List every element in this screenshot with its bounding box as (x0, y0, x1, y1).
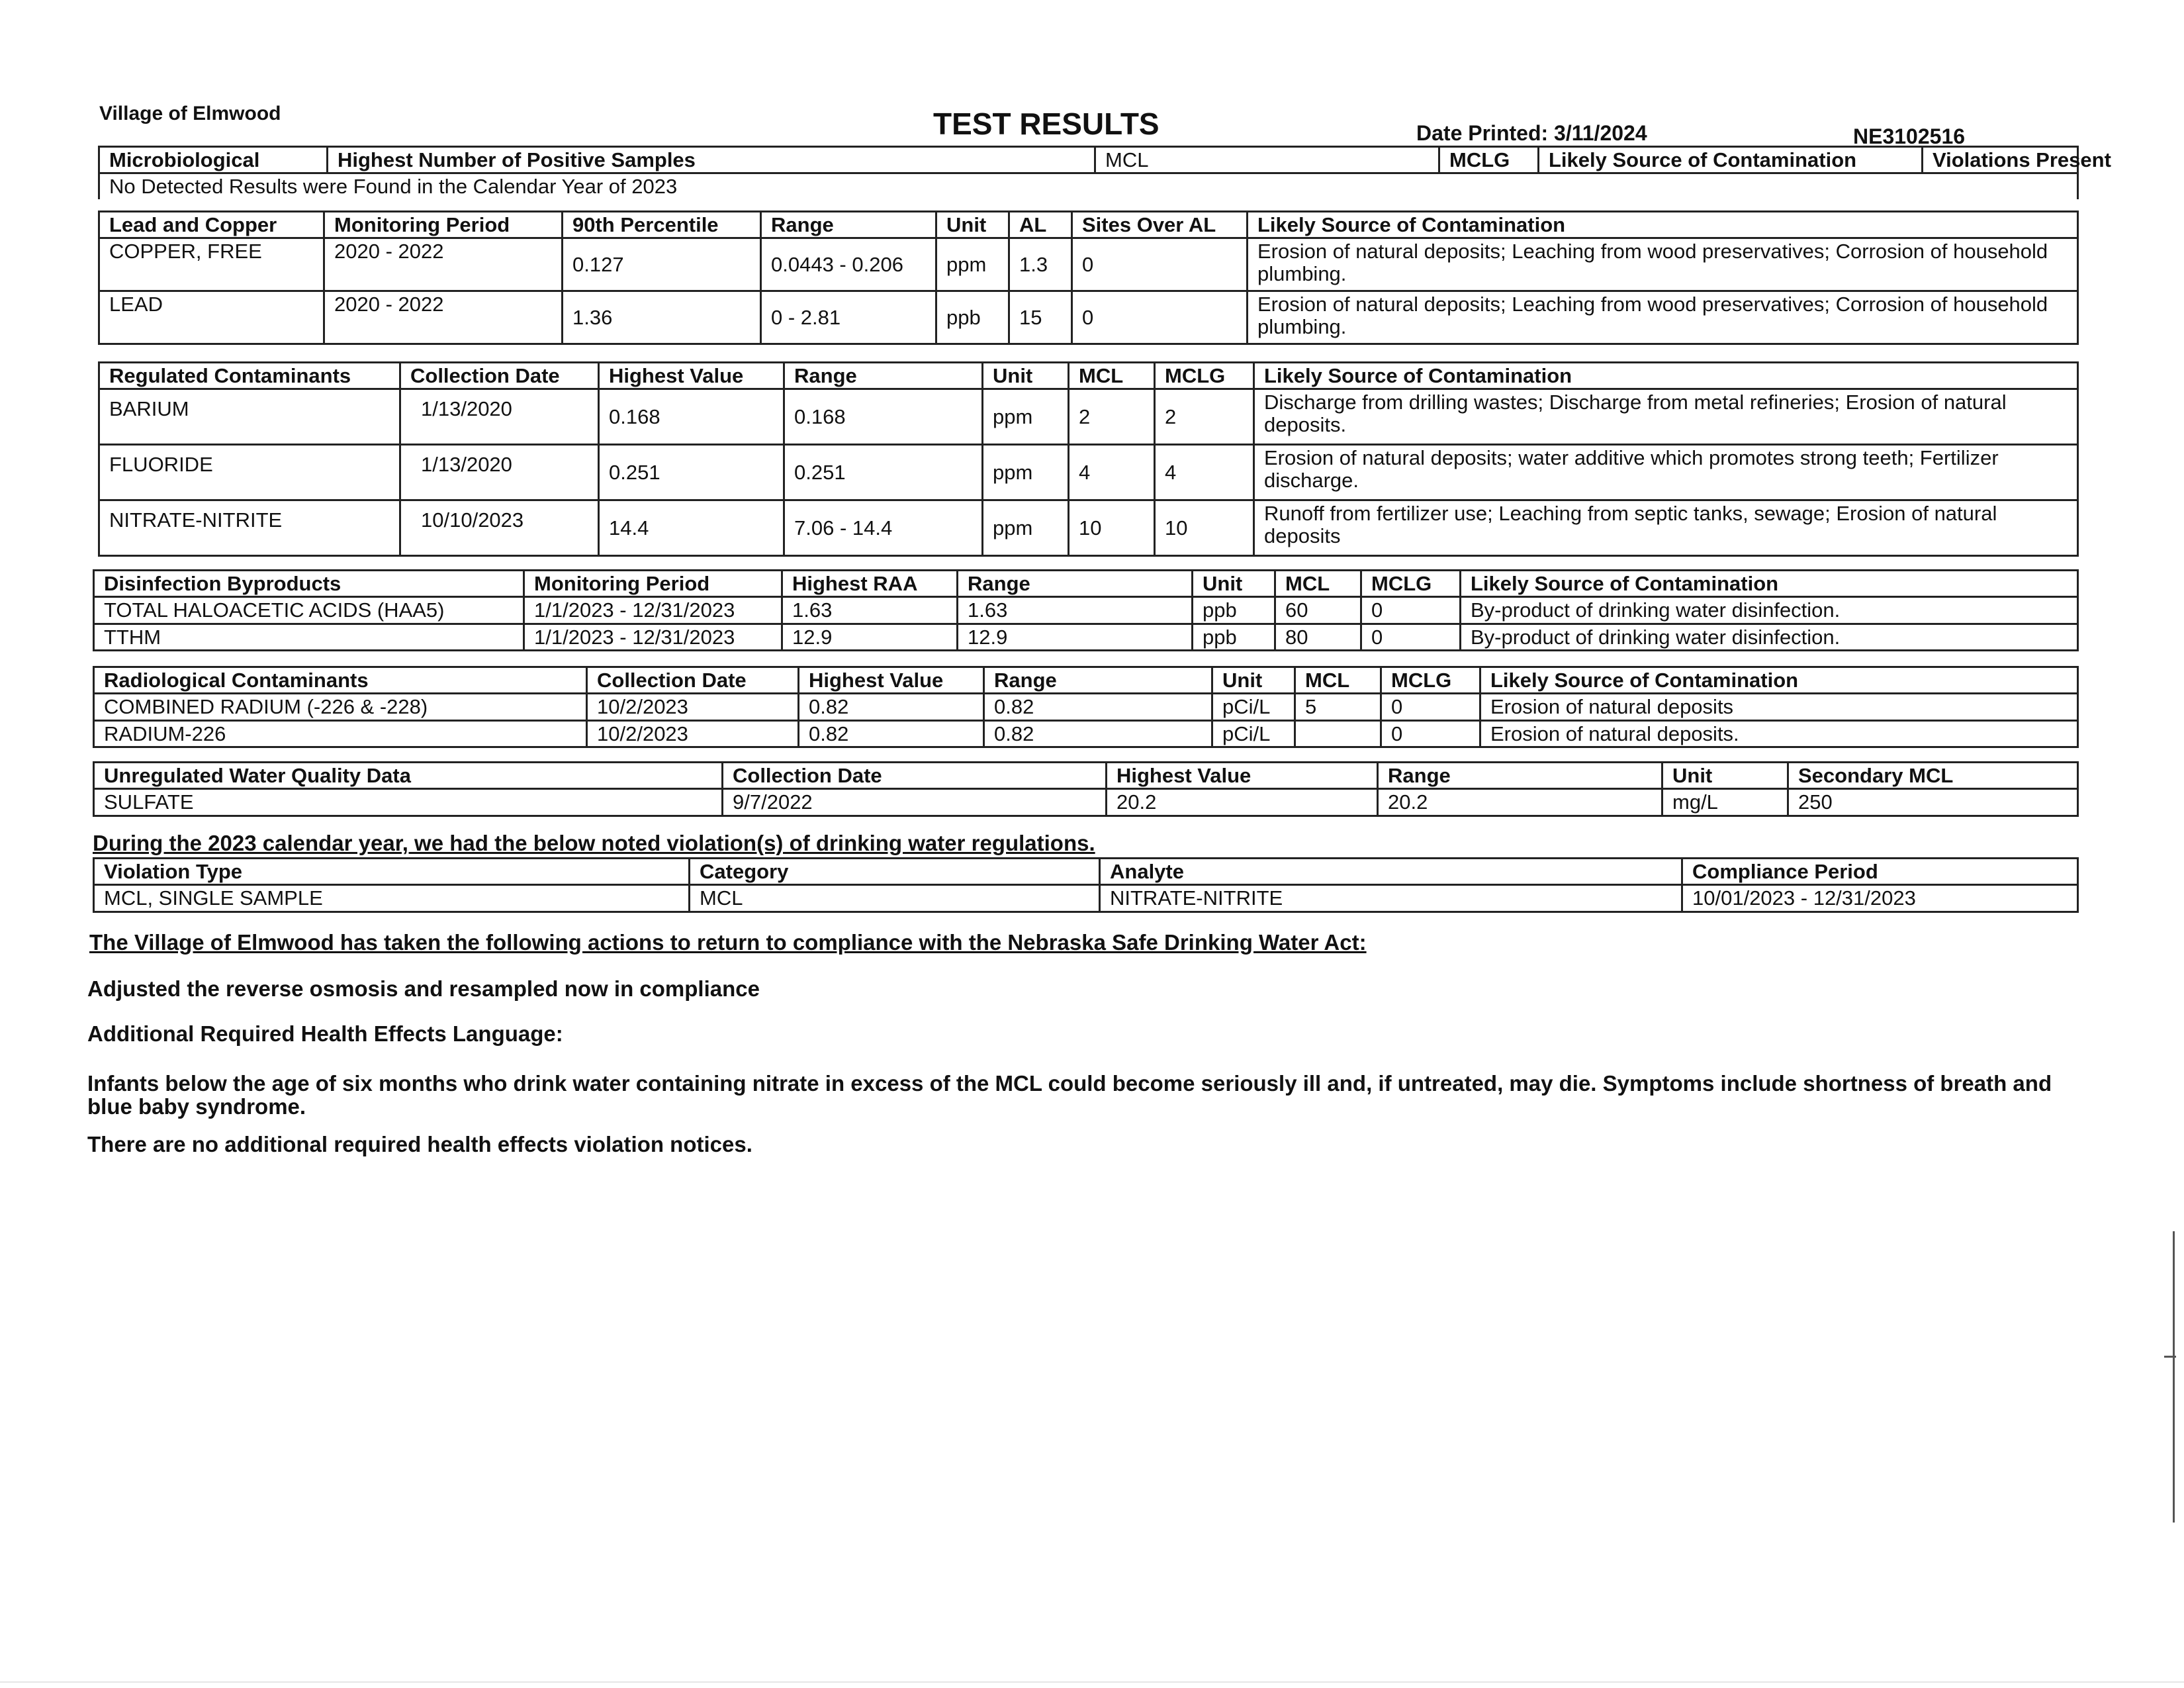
cell: Erosion of natural deposits (1480, 694, 2078, 720)
cell: ppm (983, 500, 1069, 556)
table-row (94, 885, 2078, 912)
column-header: Collection Date (400, 363, 599, 389)
column-header: Likely Source of Contamination (1480, 667, 2078, 694)
column-header: MCL (1095, 147, 1439, 173)
cell: By-product of drinking water disinfection. (1461, 624, 2078, 650)
cell: By-product of drinking water disinfection. (1461, 597, 2078, 624)
cell: 7.06 - 14.4 (784, 500, 983, 556)
table-row (94, 624, 2078, 650)
column-header: MCL (1295, 667, 1381, 694)
cell: 250 (1788, 789, 2078, 816)
column-header: Analyte (1100, 859, 1682, 885)
cell: 0.251 (784, 445, 983, 500)
microbiological-table (98, 146, 2111, 199)
cell: 10 (1069, 500, 1155, 556)
cell: 4 (1155, 445, 1254, 500)
cell: NITRATE-NITRITE (99, 500, 400, 556)
cell: 1.63 (782, 597, 958, 624)
table-header-row (94, 571, 2078, 597)
cell: 10/10/2023 (400, 500, 599, 556)
cell: 0.82 (984, 720, 1212, 747)
system-id: NE3102516 (1853, 124, 1966, 148)
column-header: MCL (1275, 571, 1361, 597)
cell: 0.168 (784, 389, 983, 445)
cell: 12.9 (782, 624, 958, 650)
cell: 4 (1069, 445, 1155, 500)
cell: SULFATE (94, 789, 723, 816)
cell: 14.4 (599, 500, 784, 556)
cell: 1/1/2023 - 12/31/2023 (524, 597, 782, 624)
scan-edge-tick (2164, 1356, 2176, 1358)
cell: 2 (1069, 389, 1155, 445)
cell: LEAD (99, 291, 324, 344)
no-detect-note: No Detected Results were Found in the Calendar Year of 2023 (99, 173, 2078, 199)
cell: 9/7/2022 (723, 789, 1107, 816)
cell: 0 (1072, 238, 1248, 291)
cell: Erosion of natural deposits; Leaching from wood preservatives; Corrosion of household plumbing. (1248, 291, 2078, 344)
column-header: Category (690, 859, 1100, 885)
cell: mg/L (1662, 789, 1788, 816)
cell: ppb (936, 291, 1009, 344)
cell: NITRATE-NITRITE (1100, 885, 1682, 912)
cell: Erosion of natural deposits; water additive which promotes strong teeth; Fertilizer discharge. (1254, 445, 2078, 500)
disinfection-byproducts-table (93, 569, 2079, 651)
column-header: AL (1009, 212, 1072, 238)
cell: 2 (1155, 389, 1254, 445)
column-header: Disinfection Byproducts (94, 571, 524, 597)
cell: 10/2/2023 (587, 694, 799, 720)
column-header: MCLG (1155, 363, 1254, 389)
column-header: MCLG (1361, 571, 1461, 597)
cell: 0.127 (563, 238, 761, 291)
cell: COMBINED RADIUM (-226 & -228) (94, 694, 587, 720)
cell: 0 (1381, 720, 1480, 747)
table-row (94, 694, 2078, 720)
table-header-row (99, 212, 2078, 238)
cell: 60 (1275, 597, 1361, 624)
column-header: Likely Source of Contamination (1539, 147, 1923, 173)
cell: 1.3 (1009, 238, 1072, 291)
date-printed: Date Printed: 3/11/2024 (1416, 121, 1647, 145)
column-header: Collection Date (723, 763, 1107, 789)
table-header-row (99, 363, 2078, 389)
cell: pCi/L (1212, 694, 1295, 720)
column-header: Secondary MCL (1788, 763, 2078, 789)
table-header-row (94, 667, 2078, 694)
cell: FLUORIDE (99, 445, 400, 500)
column-header: Sites Over AL (1072, 212, 1248, 238)
column-header: Compliance Period (1682, 859, 2078, 885)
column-header: Range (784, 363, 983, 389)
regulated-contaminants-table (98, 361, 2079, 557)
column-header: 90th Percentile (563, 212, 761, 238)
cell: ppb (1193, 597, 1275, 624)
column-header: Collection Date (587, 667, 799, 694)
column-header: Highest Value (1107, 763, 1378, 789)
column-header: Radiological Contaminants (94, 667, 587, 694)
column-header: Range (984, 667, 1212, 694)
cell: 0.0443 - 0.206 (761, 238, 936, 291)
cell: 10/2/2023 (587, 720, 799, 747)
cell: 1/13/2020 (400, 389, 599, 445)
cell: COPPER, FREE (99, 238, 324, 291)
lead-copper-table (98, 211, 2079, 345)
column-header: Likely Source of Contamination (1461, 571, 2078, 597)
column-header: Unit (983, 363, 1069, 389)
column-header: Unit (936, 212, 1009, 238)
cell: 0 (1072, 291, 1248, 344)
column-header: Highest Value (599, 363, 784, 389)
table-header-row (94, 859, 2078, 885)
table-header-row (99, 147, 2078, 173)
cell: Erosion of natural deposits; Leaching from wood preservatives; Corrosion of household plumbing. (1248, 238, 2078, 291)
column-header: Regulated Contaminants (99, 363, 400, 389)
cell: ppm (936, 238, 1009, 291)
column-header: Monitoring Period (524, 571, 782, 597)
page-title: TEST RESULTS (933, 107, 1160, 141)
column-header: Unit (1212, 667, 1295, 694)
cell: 0 - 2.81 (761, 291, 936, 344)
column-header: Likely Source of Contamination (1254, 363, 2078, 389)
column-header: Highest RAA (782, 571, 958, 597)
system-name: Village of Elmwood (99, 103, 281, 124)
cell: 20.2 (1107, 789, 1378, 816)
violation-intro: During the 2023 calendar year, we had the below noted violation(s) of drinking water regulations. (93, 831, 1095, 855)
cell: Discharge from drilling wastes; Discharge from metal refineries; Erosion of natural deposits. (1254, 389, 2078, 445)
cell: 1.63 (958, 597, 1193, 624)
cell: 0.251 (599, 445, 784, 500)
compliance-action-text: Adjusted the reverse osmosis and resampled now in compliance (87, 976, 760, 1001)
cell: 0 (1361, 597, 1461, 624)
table-row (99, 389, 2078, 445)
column-header: Monitoring Period (324, 212, 563, 238)
cell: 2020 - 2022 (324, 291, 563, 344)
cell: 15 (1009, 291, 1072, 344)
cell: 0 (1361, 624, 1461, 650)
table-row (94, 720, 2078, 747)
column-header: MCLG (1381, 667, 1480, 694)
violations-table (93, 857, 2079, 913)
cell: MCL, SINGLE SAMPLE (94, 885, 690, 912)
cell: 12.9 (958, 624, 1193, 650)
column-header: Range (1378, 763, 1662, 789)
column-header: Lead and Copper (99, 212, 324, 238)
cell: 80 (1275, 624, 1361, 650)
cell: TTHM (94, 624, 524, 650)
unregulated-data-table (93, 761, 2079, 817)
health-effects-text: Infants below the age of six months who drink water containing nitrate in excess of the MCL could become seriously ill and, if untreated, may die. Symptoms include shortness of breath and blue baby syndrome. (87, 1071, 2052, 1119)
table-row (99, 173, 2078, 199)
column-header: Likely Source of Contamination (1248, 212, 2078, 238)
cell: 2020 - 2022 (324, 238, 563, 291)
cell: 0.82 (799, 694, 984, 720)
column-header: MCL (1069, 363, 1155, 389)
compliance-actions-heading: The Village of Elmwood has taken the following actions to return to compliance with the Nebraska Safe Drinking Water Act: (89, 930, 1367, 955)
closing-notice: There are no additional required health effects violation notices. (87, 1132, 752, 1156)
radiological-contaminants-table (93, 666, 2079, 748)
cell: pCi/L (1212, 720, 1295, 747)
cell: BARIUM (99, 389, 400, 445)
column-header: Microbiological (99, 147, 328, 173)
cell: 20.2 (1378, 789, 1662, 816)
cell: 10/01/2023 - 12/31/2023 (1682, 885, 2078, 912)
cell: ppm (983, 445, 1069, 500)
cell: 1/1/2023 - 12/31/2023 (524, 624, 782, 650)
cell: 5 (1295, 694, 1381, 720)
column-header: Highest Value (799, 667, 984, 694)
cell: MCL (690, 885, 1100, 912)
column-header: Range (958, 571, 1193, 597)
column-header: Unit (1662, 763, 1788, 789)
cell: 1/13/2020 (400, 445, 599, 500)
table-row (99, 238, 2078, 291)
table-row (94, 789, 2078, 816)
table-row (99, 291, 2078, 344)
column-header: Highest Number of Positive Samples (328, 147, 1095, 173)
scan-bottom-edge (0, 1681, 2184, 1683)
cell: ppb (1193, 624, 1275, 650)
column-header: Unregulated Water Quality Data (94, 763, 723, 789)
cell: Erosion of natural deposits. (1480, 720, 2078, 747)
health-effects-heading: Additional Required Health Effects Language: (87, 1021, 563, 1046)
table-row (99, 445, 2078, 500)
cell: RADIUM-226 (94, 720, 587, 747)
column-header: Violation Type (94, 859, 690, 885)
column-header: Range (761, 212, 936, 238)
cell: 0.82 (799, 720, 984, 747)
cell (1295, 720, 1381, 747)
cell: 0.168 (599, 389, 784, 445)
cell: 10 (1155, 500, 1254, 556)
column-header: MCLG (1439, 147, 1539, 173)
cell: TOTAL HALOACETIC ACIDS (HAA5) (94, 597, 524, 624)
cell: 0 (1381, 694, 1480, 720)
cell: 0.82 (984, 694, 1212, 720)
table-header-row (94, 763, 2078, 789)
column-header: Violations Present (1923, 147, 2078, 173)
table-row (99, 500, 2078, 556)
table-row (94, 597, 2078, 624)
cell: 1.36 (563, 291, 761, 344)
scan-edge-line (2173, 1231, 2175, 1523)
cell: ppm (983, 389, 1069, 445)
cell: Runoff from fertilizer use; Leaching from septic tanks, sewage; Erosion of natural deposits (1254, 500, 2078, 556)
column-header: Unit (1193, 571, 1275, 597)
